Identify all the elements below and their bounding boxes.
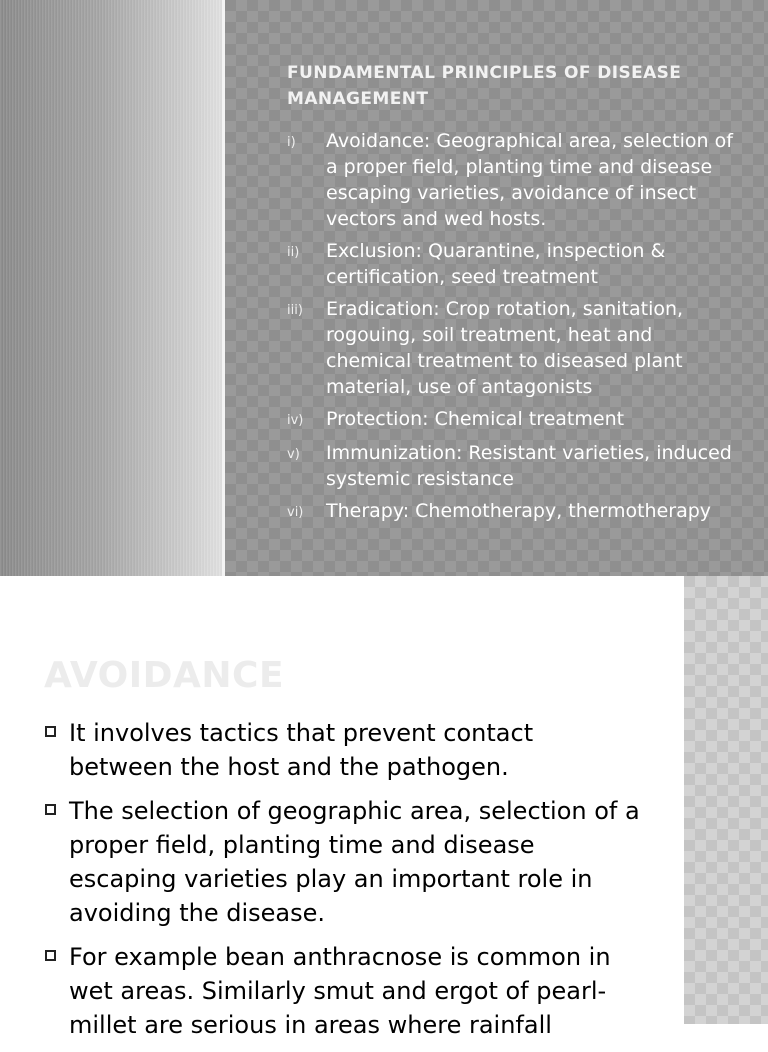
slide-side-stripe: [684, 576, 768, 1024]
list-item-number: ii): [287, 245, 300, 260]
list-item: [287, 498, 737, 526]
list-item-number: v): [287, 447, 300, 462]
list-item-text: Therapy: Chemotherapy, thermotherapy: [326, 500, 712, 522]
list-item-text: Immunization: Resistant varieties, induced systemic resistance: [326, 442, 732, 490]
list-item-number: iv): [287, 413, 304, 428]
slide-title: FUNDAMENTAL PRINCIPLES OF DISEASE MANAGEMENT: [287, 63, 682, 109]
bullet-list: [44, 716, 644, 1052]
slide-left-panel: [0, 0, 224, 576]
list-item-text: Exclusion: Quarantine, inspection & certification, seed treatment: [326, 240, 666, 288]
list-item: [287, 238, 737, 290]
list-item-number: vi): [287, 505, 304, 520]
square-bullet-icon: [45, 950, 56, 961]
list-item: [287, 440, 737, 492]
list-item-text: Eradication: Crop rotation, sanitation, rogouing, soil treatment, heat and chemical treatment to diseased plant material, use of antagonists: [326, 298, 684, 398]
list-item-text: Protection: Chemical treatment: [326, 408, 625, 430]
principles-list: [287, 128, 737, 532]
bullet-text: The selection of geographic area, selection of a proper field, planting time and disease escaping varieties play an important role in avoiding the disease.: [69, 797, 640, 927]
square-bullet-icon: [45, 804, 56, 815]
bullet-item: [44, 794, 644, 930]
square-bullet-icon: [45, 726, 56, 737]
slide-title: AVOIDANCE: [44, 655, 285, 696]
list-item-number: iii): [287, 303, 303, 318]
list-item: [287, 406, 737, 434]
list-item: [287, 296, 737, 400]
list-item-text: Avoidance: Geographical area, selection of a proper field, planting time and disease escaping varieties, avoidance of insect vectors and wed hosts.: [326, 130, 733, 230]
list-item: [287, 128, 737, 232]
bullet-item: [44, 716, 644, 784]
bullet-text: It involves tactics that prevent contact between the host and the pathogen.: [69, 719, 534, 781]
bullet-text: For example bean anthracnose is common in wet areas. Similarly smut and ergot of pearl-millet are serious in areas where rainfall: [69, 943, 611, 1039]
list-item-number: i): [287, 135, 296, 150]
slide-avoidance: [0, 576, 768, 1039]
bullet-item: [44, 940, 644, 1042]
